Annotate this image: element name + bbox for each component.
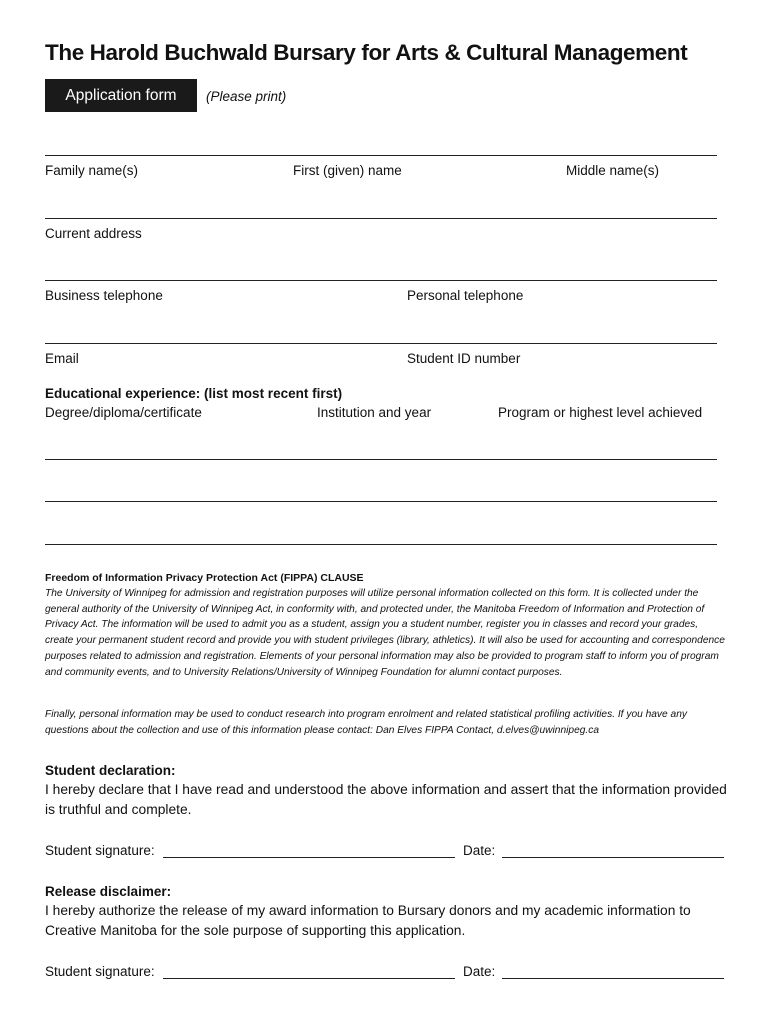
personal-telephone-label: Personal telephone — [407, 288, 524, 303]
fippa-contact-paragraph: Finally, personal information may be used to conduct research into program enrolment and related statistical profiling activities. If you have any questions about the collection and use of this information please contact: Dan Elves FIPPA Contact, d.elves@uwinnipeg.ca — [45, 709, 687, 736]
student-id-label: Student ID number — [407, 351, 521, 366]
declaration-heading: Student declaration: — [45, 763, 176, 778]
declaration-signature-line[interactable] — [163, 857, 455, 858]
education-entry-line[interactable] — [45, 501, 717, 502]
education-column-program: Program or highest level achieved — [498, 405, 703, 420]
telephone-input-line[interactable] — [45, 280, 717, 281]
family-name-label: Family name(s) — [45, 163, 139, 178]
current-address-label: Current address — [45, 226, 142, 241]
release-text: I hereby authorize the release of my award information to Bursary donors and my academic information to Creative Manitoba for the sole purpose of supporting this application. — [45, 903, 691, 938]
education-column-degree: Degree/diploma/certificate — [45, 405, 202, 420]
release-signature-label: Student signature: — [45, 964, 155, 979]
form-title: The Harold Buchwald Bursary for Arts & Cultural Management — [45, 40, 688, 65]
release-heading: Release disclaimer: — [45, 884, 172, 899]
business-telephone-label: Business telephone — [45, 288, 163, 303]
first-name-label: First (given) name — [293, 163, 402, 178]
declaration-date-line[interactable] — [502, 857, 724, 858]
address-input-line[interactable] — [45, 218, 717, 219]
release-date-label: Date: — [463, 964, 496, 979]
name-input-line[interactable] — [45, 155, 717, 156]
education-column-institution: Institution and year — [317, 405, 432, 420]
declaration-text: I hereby declare that I have read and understood the above information and assert that the information provided is truthful and complete. — [45, 782, 727, 817]
education-heading: Educational experience: (list most recent first) — [45, 386, 343, 401]
application-form-badge: Application form — [45, 79, 197, 112]
declaration-date-label: Date: — [463, 843, 496, 858]
fippa-paragraph: The University of Winnipeg for admission and registration purposes will utilize personal information collected on this form. It is collected under the general authority of the University of Winnipeg Act, in conformity with, and protected under, the Manitoba Freedom of Information and Protection of Privacy Act. The information will be used to admit you as a student, assign you a student number, register you in classes and record your grades, create your permanent student record and provide you with student privileges (library, athletics). It will also be used for accounting and correspondence purposes related to admission and registration. Elements of your personal information may also be provided to program staff to inform you of program and community events, and to University Relations/University of Winnipeg Foundation for alumni contact purposes. — [45, 588, 725, 678]
education-entry-line[interactable] — [45, 459, 717, 460]
please-print-note: (Please print) — [206, 89, 287, 104]
middle-name-label: Middle name(s) — [566, 163, 660, 178]
release-date-line[interactable] — [502, 978, 724, 979]
fippa-heading: Freedom of Information Privacy Protection Act (FIPPA) CLAUSE — [45, 572, 364, 584]
declaration-signature-label: Student signature: — [45, 843, 155, 858]
education-entry-line[interactable] — [45, 544, 717, 545]
release-signature-line[interactable] — [163, 978, 455, 979]
email-label: Email — [45, 351, 79, 366]
email-input-line[interactable] — [45, 343, 717, 344]
